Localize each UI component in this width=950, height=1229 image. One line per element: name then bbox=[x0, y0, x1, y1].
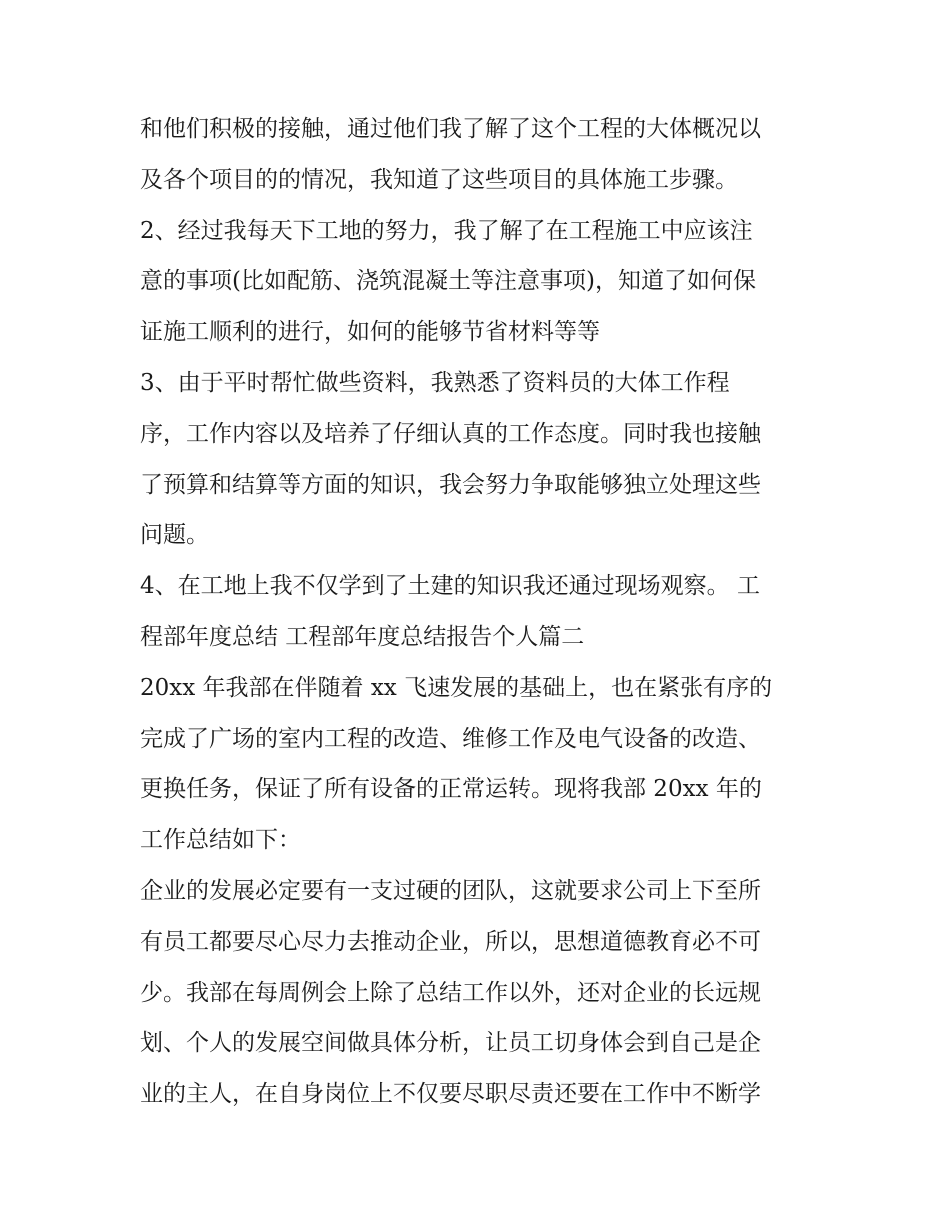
text-line: 少。我部在每周例会上除了总结工作以外，还对企业的长远规 bbox=[140, 979, 761, 1006]
text-line: 业的主人，在自身岗位上不仅要尽职尽责还要在工作中不断学 bbox=[140, 1081, 761, 1108]
text-line: 20xx 年我部在伴随着 xx 飞速发展的基础上，也在紧张有序的 bbox=[140, 674, 773, 701]
text-line: 3、由于平时帮忙做些资料，我熟悉了资料员的大体工作程 bbox=[140, 369, 730, 396]
text-line: 有员工都要尽心尽力去推动企业，所以，思想道德教育必不可 bbox=[140, 928, 761, 955]
text-line: 2、经过我每天下工地的努力，我了解了在工程施工中应该注 bbox=[140, 217, 753, 244]
text-line: 证施工顺利的进行，如何的能够节省材料等等 bbox=[140, 319, 600, 346]
text-line: 4、在工地上我不仅学到了土建的知识我还通过现场观察。 工 bbox=[140, 573, 760, 600]
document-body bbox=[140, 104, 820, 1120]
text-line: 序，工作内容以及培养了仔细认真的工作态度。同时我也接触 bbox=[140, 420, 761, 447]
text-line: 意的事项(比如配筋、浇筑混凝土等注意事项)，知道了如何保 bbox=[140, 268, 756, 295]
text-line: 工作总结如下： bbox=[140, 827, 301, 854]
text-line: 更换任务，保证了所有设备的正常运转。现将我部 20xx 年的 bbox=[140, 776, 762, 803]
text-line: 及各个项目的的情况，我知道了这些项目的具体施工步骤。 bbox=[140, 166, 738, 193]
text-line: 程部年度总结 工程部年度总结报告个人篇二 bbox=[140, 623, 585, 650]
text-line: 了预算和结算等方面的知识，我会努力争取能够独立处理这些 bbox=[140, 471, 761, 498]
text-line: 划、个人的发展空间做具体分析，让员工切身体会到自己是企 bbox=[140, 1030, 761, 1057]
text-line: 问题。 bbox=[140, 522, 209, 549]
text-line: 和他们积极的接触，通过他们我了解了这个工程的大体概况以 bbox=[140, 116, 761, 142]
text-line: 企业的发展必定要有一支过硬的团队，这就要求公司上下至所 bbox=[140, 877, 761, 904]
text-line: 完成了广场的室内工程的改造、维修工作及电气设备的改造、 bbox=[140, 725, 761, 752]
